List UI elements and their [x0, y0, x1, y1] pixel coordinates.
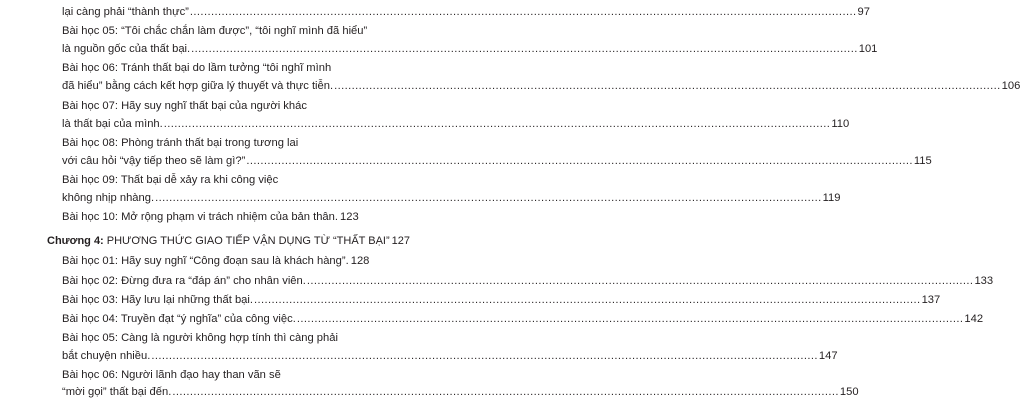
toc-entry-line — [62, 293, 941, 307]
dot-leader — [155, 191, 822, 205]
toc-entry-text: Bài học 05: Càng là người không hợp tính thì càng phải — [62, 332, 338, 344]
toc-entry-line — [62, 254, 370, 268]
dot-leader — [246, 154, 913, 168]
toc-entry-line — [62, 368, 356, 382]
toc-entry-text: Bài học 06: Tránh thất bại do lầm tưởng “tôi nghĩ mình — [62, 62, 332, 74]
toc-entry-line — [62, 312, 984, 326]
toc-entry-text: bắt chuyện nhiều. — [62, 350, 151, 362]
toc-entry-line — [62, 61, 356, 75]
toc-entry-line — [62, 79, 1020, 93]
page-number: 115 — [913, 155, 932, 167]
toc-entry-text: đã hiểu” bằng cách kết hợp giữa lý thuyết và thực tiễn. — [62, 80, 334, 92]
chapter-heading — [47, 234, 411, 248]
toc-entry-line — [62, 349, 838, 363]
toc-entry-text: Bài học 02: Đừng đưa ra “đáp án” cho nhân viên. — [62, 275, 306, 287]
toc-entry-line — [62, 117, 850, 131]
dot-leader — [297, 312, 964, 326]
toc-entry-text: với câu hỏi “vậy tiếp theo sẽ làm gì?” — [62, 155, 246, 167]
toc-entry-text: Bài học 04: Truyền đạt “ý nghĩa” của công việc. — [62, 313, 296, 325]
dot-leader — [151, 349, 818, 363]
page-number: 123 — [340, 211, 359, 223]
toc-entry-text: không nhịp nhàng. — [62, 192, 155, 204]
page-number: 127 — [391, 235, 411, 247]
dot-leader — [334, 79, 1001, 93]
toc-entry-line — [62, 5, 870, 19]
toc-entry-line — [62, 274, 994, 288]
toc-entry-line — [62, 191, 841, 205]
toc-entry-line — [62, 154, 932, 168]
chapter-label: Chương 4: — [47, 235, 104, 247]
page-number: 133 — [974, 275, 994, 287]
page-number: 147 — [818, 350, 838, 362]
dot-leader — [164, 117, 831, 131]
dot-leader — [172, 385, 839, 399]
toc-entry-line — [62, 24, 368, 38]
dot-leader — [191, 42, 858, 56]
page-number: 101 — [858, 43, 878, 55]
dot-leader — [190, 5, 857, 19]
chapter-title: PHƯƠNG THỨC GIAO TIẾP VẬN DỤNG TỪ “THẤT BẠI” — [106, 235, 390, 247]
toc-entry-text: Bài học 01: Hãy suy nghĩ “Công đoạn sau là khách hàng”. — [62, 255, 349, 267]
toc-entry-text: Bài học 05: “Tôi chắc chắn làm được”, “tôi nghĩ mình đã hiểu” — [62, 25, 368, 37]
toc-entry-text: Bài học 10: Mở rộng phạm vi trách nhiệm của bản thân. — [62, 211, 338, 223]
page-number: 106 — [1001, 80, 1020, 92]
toc-entry-text: Bài học 08: Phòng tránh thất bại trong tương lai — [62, 137, 299, 149]
page-number: 97 — [857, 6, 870, 18]
toc-entry-text: Bài học 06: Người lãnh đạo hay than vãn sẽ — [62, 369, 281, 381]
dot-leader — [254, 293, 921, 307]
toc-entry-line — [62, 385, 859, 399]
page-number: 142 — [964, 313, 984, 325]
toc-entry-line — [62, 173, 356, 187]
toc-entry-line — [62, 210, 359, 224]
page-number: 119 — [822, 192, 841, 204]
toc-entry-text: là nguồn gốc của thất bại. — [62, 43, 191, 55]
toc-entry-line — [62, 331, 356, 345]
toc-entry-text: Bài học 09: Thất bại dễ xảy ra khi công việc — [62, 174, 279, 186]
toc-entry-text: là thất bại của mình. — [62, 118, 163, 130]
page-number: 150 — [839, 386, 859, 398]
dot-leader — [307, 274, 974, 288]
toc-entry-line — [62, 99, 356, 113]
toc-entry-line — [62, 136, 356, 150]
page-number: 137 — [921, 294, 941, 306]
toc-entry-text: Bài học 03: Hãy lưu lại những thất bại. — [62, 294, 253, 306]
toc-entry-text: Bài học 07: Hãy suy nghĩ thất bại của người khác — [62, 100, 307, 112]
toc-entry-text: “mời gọi” thất bại đến. — [62, 386, 172, 398]
page-number: 110 — [831, 118, 850, 130]
toc-entry-line — [62, 42, 878, 56]
page-number: 128 — [350, 255, 370, 267]
toc-entry-text: lại càng phải “thành thực” — [62, 6, 189, 18]
